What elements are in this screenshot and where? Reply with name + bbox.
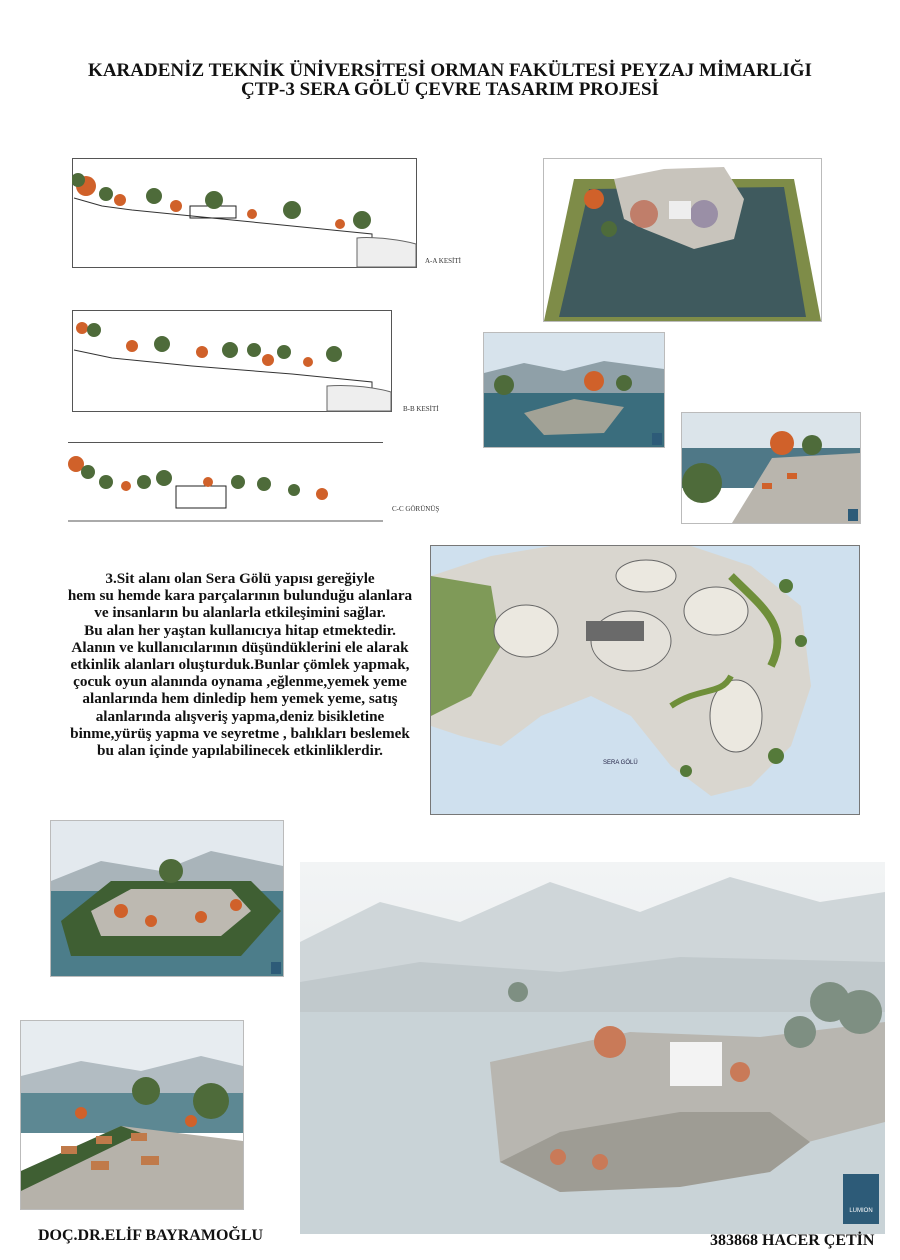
lakeside-render-middle xyxy=(483,332,665,448)
description-line: etkinlik alanları oluşturduk.Bunlar çömlek yapmak, xyxy=(70,656,410,674)
aerial-render-top xyxy=(543,158,822,322)
lumion-logo-small xyxy=(848,509,858,521)
picnic-render-left-bottom xyxy=(20,1020,244,1210)
page-subtitle: ÇTP-3 SERA GÖLÜ ÇEVRE TASARIM PROJESİ xyxy=(241,79,659,100)
page-title: KARADENİZ TEKNİK ÜNİVERSİTESİ ORMAN FAKÜLTESİ PEYZAJ MİMARLIĞI xyxy=(88,60,812,81)
student-name: 383868 HACER ÇETİN xyxy=(710,1232,875,1249)
description-text xyxy=(50,570,430,759)
description-line: Bu alan her yaştan kullanıcıya hitap etmektedir. xyxy=(84,621,396,639)
lumion-logo-small xyxy=(652,433,662,445)
section-a-drawing xyxy=(72,158,417,268)
site-plan xyxy=(430,545,860,815)
island-render-left-top xyxy=(50,820,284,977)
lumion-logo xyxy=(843,1174,879,1224)
description-line: alanlarında alışveriş yapma,deniz bisikletine xyxy=(95,707,385,725)
description-line: hem su hemde kara parçalarının bulunduğu alanlara xyxy=(67,587,413,605)
section-b-drawing xyxy=(72,310,392,412)
main-perspective-render xyxy=(300,862,885,1234)
description-line: 3.Sit alanı olan Sera Gölü yapısı gereğiyle xyxy=(105,570,375,587)
promenade-render-right xyxy=(681,412,861,524)
description-line: ve insanların bu alanlarla etkileşimini sağlar. xyxy=(94,604,386,622)
section-c-drawing xyxy=(68,442,383,522)
lumion-logo-small xyxy=(271,962,281,974)
lumion-logo-text: LUMION xyxy=(849,1208,873,1214)
description-line: binme,yürüş yapma ve seyretme , balıkları beslemek xyxy=(70,724,410,742)
description-line: alanlarında hem dinledip hem yemek yeme, satış xyxy=(82,690,398,708)
section-a-label: A-A KESİTİ xyxy=(425,257,461,265)
plan-water-label: SERA GÖLÜ xyxy=(603,760,638,766)
advisor-name: DOÇ.DR.ELİF BAYRAMOĞLU xyxy=(38,1227,264,1244)
section-c-label: C-C GÖRÜNÜŞ xyxy=(392,505,440,513)
description-line: Alanın ve kullanıcılarının düşündüklerini ele alarak xyxy=(71,638,409,656)
description-line: bu alan içinde yapılabilinecek etkinliklerdir. xyxy=(97,742,383,760)
description-line: çocuk oyun alanında oynama ,eğlenme,yemek yeme xyxy=(73,673,407,691)
section-b-label: B-B KESİTİ xyxy=(403,405,439,413)
